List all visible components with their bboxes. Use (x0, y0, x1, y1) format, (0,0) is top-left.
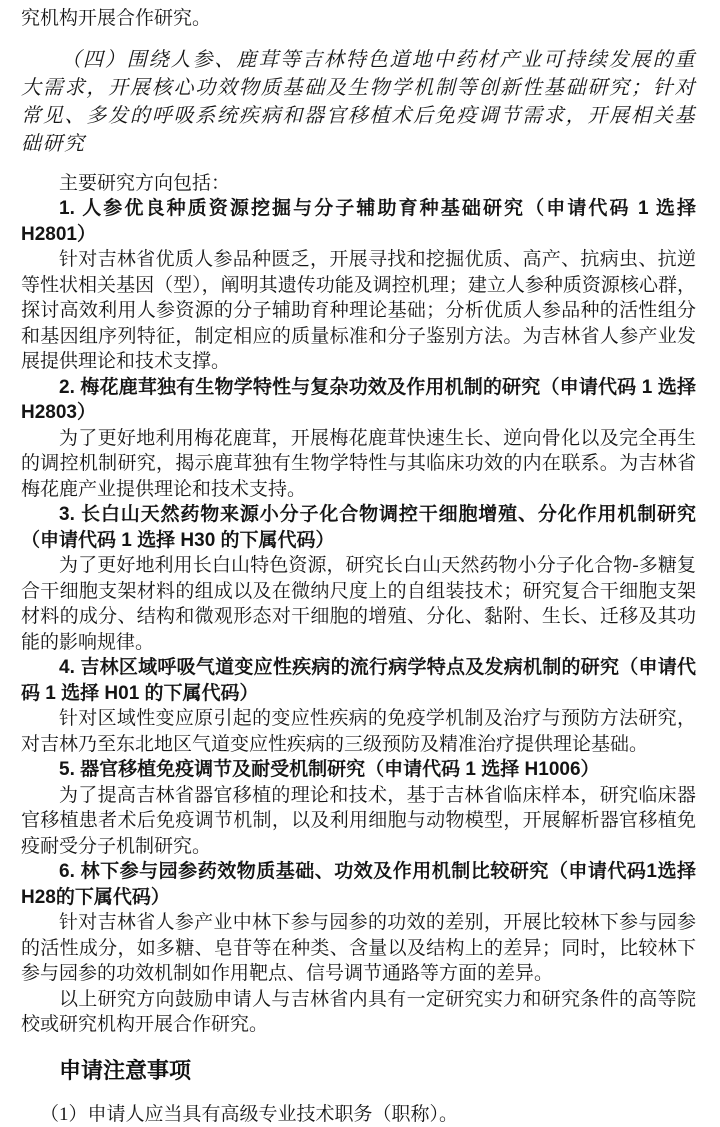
directions-lead: 主要研究方向包括： (21, 171, 696, 197)
notes-section-heading: 申请注意事项 (59, 1058, 696, 1084)
direction-3-body: 为了更好地利用长白山特色资源，研究长白山天然药物小分子化合物-多糖复合干细胞支架材料的组成以及在微纳尺度上的自组装技术；研究复合干细胞支架材料的成分、结构和微观形态对干细胞的增殖、分化、黏附、生长、迁移及其功能的影响规律。 (21, 553, 696, 655)
direction-4-body: 针对区域性变应原引起的变应性疾病的免疫学机制及治疗与预防方法研究，对吉林乃至东北地区气道变应性疾病的三级预防及精准治疗提供理论基础。 (21, 706, 696, 757)
direction-5-body: 为了提高吉林省器官移植的理论和技术，基于吉林省临床样本，研究临床器官移植患者术后免疫调节机制，以及利用细胞与动物模型，开展解析器官移植免疫耐受分子机制研究。 (21, 783, 696, 860)
direction-3-heading: 3. 长白山天然药物来源小分子化合物调控干细胞增殖、分化作用机制研究（申请代码 1 选择 H30 的下属代码） (21, 502, 696, 553)
closing-paragraph: 以上研究方向鼓励申请人与吉林省内具有一定研究实力和研究条件的高等院校或研究机构开展合作研究。 (21, 987, 696, 1038)
direction-1-heading: 1. 人参优良种质资源挖掘与分子辅助育种基础研究（申请代码 1 选择 H2801） (21, 196, 696, 247)
continuation-paragraph: 究机构开展合作研究。 (21, 6, 696, 32)
direction-1-body: 针对吉林省优质人参品种匮乏，开展寻找和挖掘优质、高产、抗病虫、抗逆等性状相关基因（型），阐明其遗传功能及调控机理；建立人参种质资源核心群，探讨高效利用人参资源的分子辅助育种理论基础；分析优质人参品种的活性组分和基因组序列特征，制定相应的质量标准和分子鉴别方法。为吉林省人参产业发展提供理论和技术支撑。 (21, 247, 696, 375)
direction-4-heading: 4. 吉林区域呼吸气道变应性疾病的流行病学特点及发病机制的研究（申请代码 1 选择 H01 的下属代码） (21, 655, 696, 706)
direction-2-body: 为了更好地利用梅花鹿茸，开展梅花鹿茸快速生长、逆向骨化以及完全再生的调控机制研究，揭示鹿茸独有生物学特性与其临床功效的内在联系。为吉林省梅花鹿产业提供理论和技术支持。 (21, 426, 696, 503)
note-item-1: （1）申请人应当具有高级专业技术职务（职称）。 (21, 1102, 696, 1127)
direction-2-heading: 2. 梅花鹿茸独有生物学特性与复杂功效及作用机制的研究（申请代码 1 选择 H2803） (21, 375, 696, 426)
direction-5-heading: 5. 器官移植免疫调节及耐受机制研究（申请代码 1 选择 H1006） (21, 757, 696, 783)
direction-6-heading: 6. 林下参与园参药效物质基础、功效及作用机制比较研究（申请代码1选择H28的下属代码） (21, 859, 696, 910)
direction-6-body: 针对吉林省人参产业中林下参与园参的功效的差别，开展比较林下参与园参的活性成分，如多糖、皂苷等在种类、含量以及结构上的差异；同时，比较林下参与园参的功效机制如作用靶点、信号调节通路等方面的差异。 (21, 910, 696, 987)
intro-paragraph-section-4: （四）围绕人参、鹿茸等吉林特色道地中药材产业可持续发展的重大需求，开展核心功效物质基础及生物学机制等创新性基础研究；针对常见、多发的呼吸系统疾病和器官移植术后免疫调节需求，开展相关基础研究 (21, 46, 696, 158)
